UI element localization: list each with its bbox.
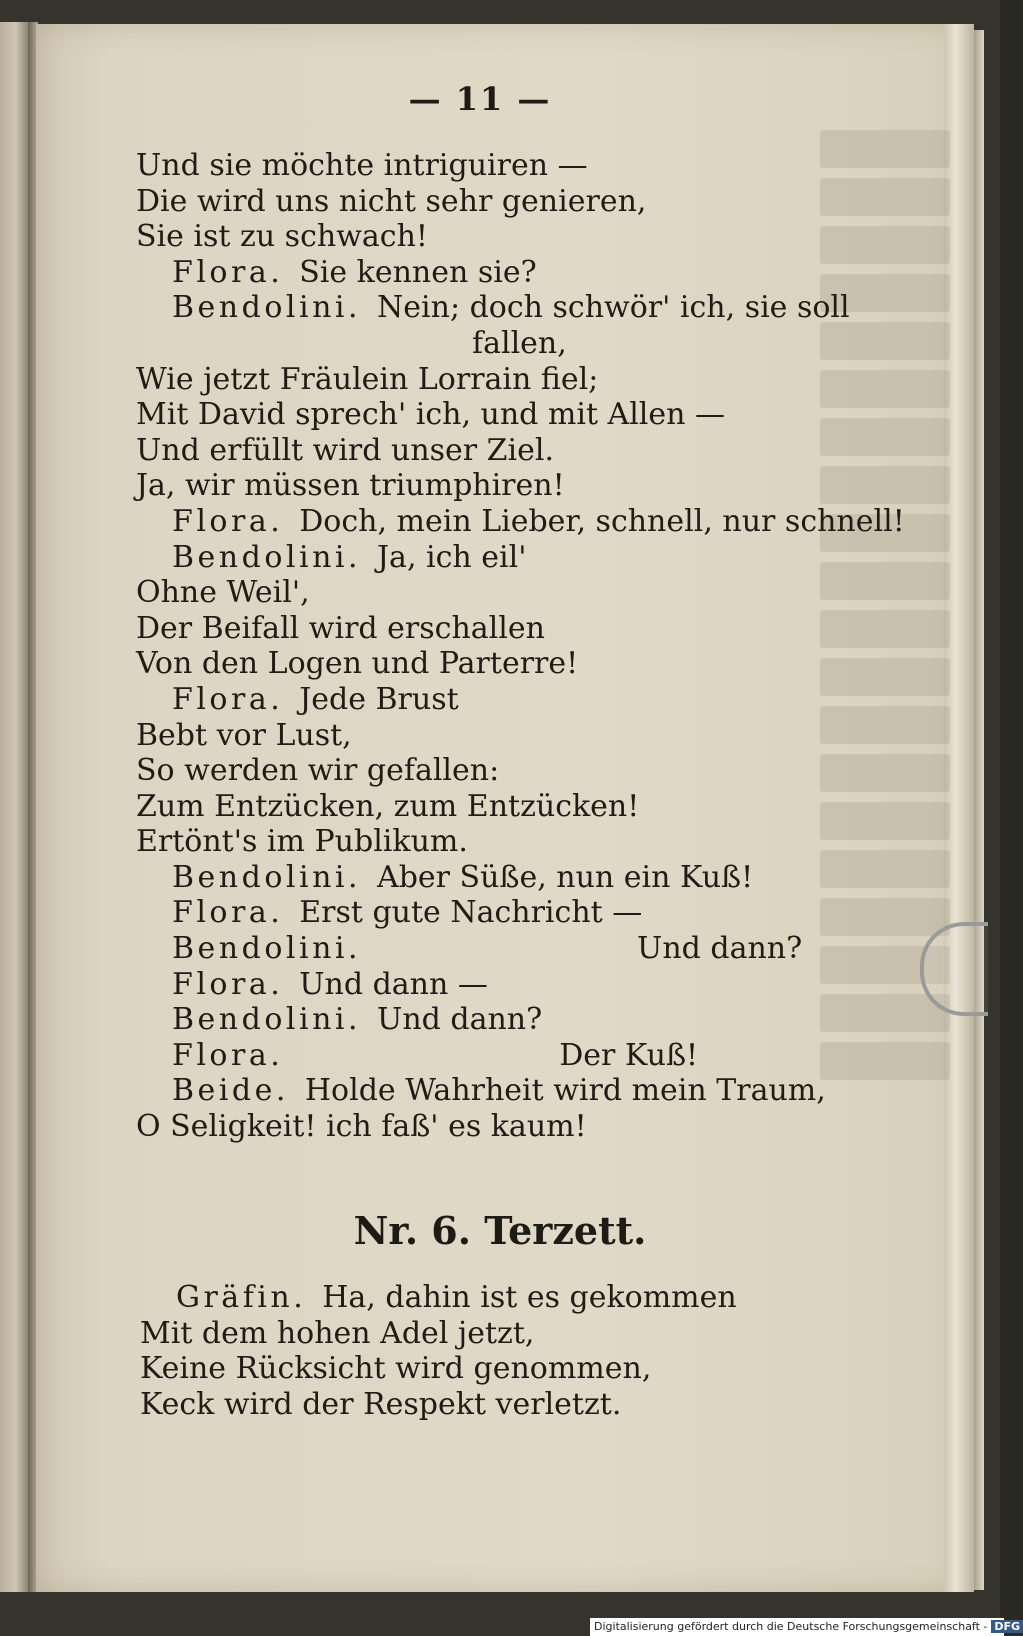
verse-line: Sie ist zu schwach!: [136, 219, 428, 255]
speaker-name: Flora.: [172, 681, 284, 717]
verse-line: Der Beifall wird erschallen: [136, 610, 545, 646]
credit-text: Digitalisierung gefördert durch die Deutsche Forschungsgemeinschaft -: [594, 1620, 988, 1633]
verse-line: Flora. Erst gute Nachricht —: [172, 895, 643, 931]
speaker-name: Bendolini.: [172, 859, 362, 895]
verse-line: Von den Logen und Parterre!: [136, 646, 579, 682]
verse-line: Bendolini. Und dann?: [172, 1002, 543, 1038]
speaker-name: Gräfin.: [176, 1280, 307, 1315]
speaker-name: Flora.: [172, 895, 284, 931]
verse-line: Bendolini. Aber Süße, nun ein Kuß!: [172, 859, 754, 895]
speaker-name: Bendolini.: [172, 931, 362, 967]
speaker-name: Flora.: [172, 966, 284, 1002]
speaker-name: Bendolini.: [172, 1002, 362, 1038]
section-heading: Nr. 6. Terzett.: [353, 1208, 647, 1253]
verse-line: Gräfin. Ha, dahin ist es gekommen: [176, 1280, 737, 1315]
verse-line: Flora. Jede Brust: [172, 681, 459, 717]
dfg-logo: DFG: [991, 1620, 1023, 1633]
verse-line: Ohne Weil',: [136, 575, 310, 611]
verse-line: Flora. Der Kuß!: [172, 1037, 699, 1073]
speaker-name: Bendolini.: [172, 290, 362, 326]
page-stack-edge-outer: [974, 30, 984, 1590]
verse-line: Und sie möchte intriguiren —: [136, 148, 588, 183]
verse-line: Bebt vor Lust,: [136, 717, 352, 753]
verse-block: [136, 148, 905, 1145]
terzett-verse-block: [140, 1280, 860, 1422]
verse-line: Die wird uns nicht sehr genieren,: [136, 183, 647, 219]
verse-line: Keine Rücksicht wird genommen,: [140, 1351, 652, 1387]
verse-line: fallen,: [472, 325, 567, 361]
verse-line: Keck wird der Respekt verletzt.: [140, 1386, 622, 1422]
verse-line: Bendolini. Ja, ich eil': [172, 539, 527, 575]
verse-line: Und erfüllt wird unser Ziel.: [136, 432, 554, 468]
verse-line: Mit dem hohen Adel jetzt,: [140, 1315, 535, 1351]
speaker-name: Flora.: [172, 503, 284, 539]
verse-line: Ertönt's im Publikum.: [136, 824, 468, 860]
speaker-name: Bendolini.: [172, 539, 362, 575]
digitization-credit: [590, 1618, 1021, 1636]
verse-line: Bendolini. Und dann?: [172, 931, 803, 967]
verse-line: Ja, wir müssen triumphiren!: [136, 468, 565, 504]
previous-page-edge: [0, 22, 28, 1592]
speaker-name: Beide.: [172, 1073, 289, 1109]
verse-line: Flora. Und dann —: [172, 966, 488, 1002]
verse-line: Zum Entzücken, zum Entzücken!: [136, 788, 640, 824]
verse-line: Bendolini. Nein; doch schwör' ich, sie soll: [172, 290, 850, 326]
verse-line: Mit David sprech' ich, und mit Allen —: [136, 397, 725, 433]
verse-line: Beide. Holde Wahrheit wird mein Traum,: [172, 1073, 826, 1109]
verse-line: Flora. Sie kennen sie?: [172, 254, 537, 290]
speaker-name: Flora.: [172, 254, 284, 290]
verse-line: Wie jetzt Fräulein Lorrain fiel;: [136, 361, 599, 397]
page-number: — 11 —: [408, 80, 552, 118]
verse-line: Flora. Doch, mein Lieber, schnell, nur schnell!: [172, 503, 905, 539]
verse-line: So werden wir gefallen:: [136, 753, 500, 789]
verse-line: O Seligkeit! ich faß' es kaum!: [136, 1109, 587, 1145]
speaker-name: Flora.: [172, 1037, 284, 1073]
